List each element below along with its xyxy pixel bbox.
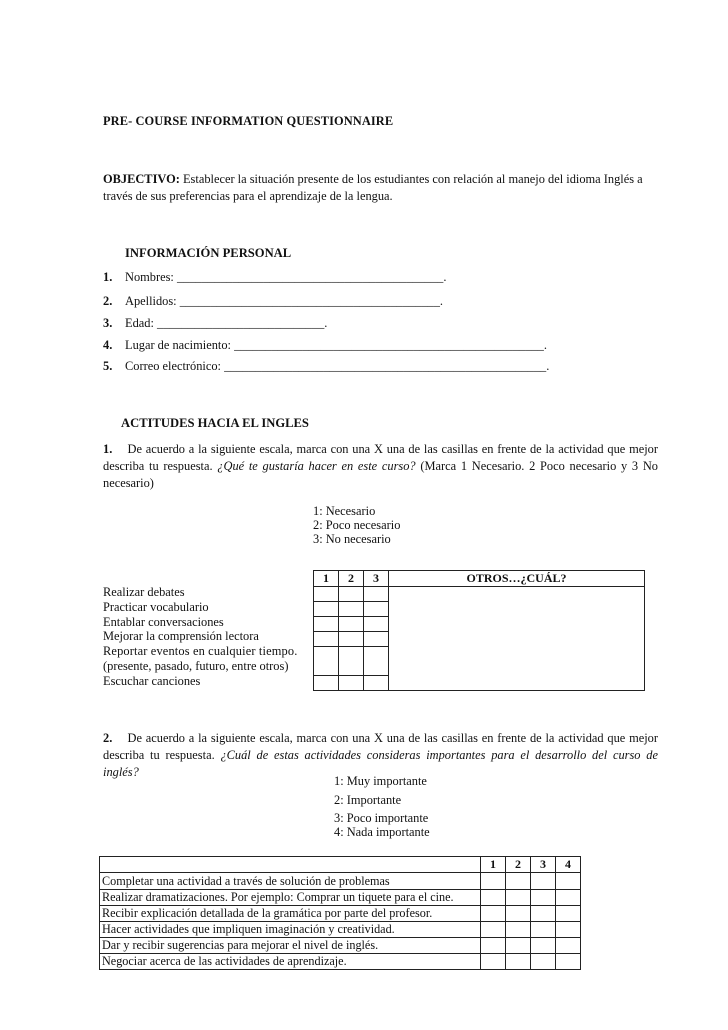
answer-cell[interactable] [531, 873, 556, 890]
others-answer-cell[interactable] [389, 587, 645, 691]
answer-cell[interactable] [364, 676, 389, 691]
answer-cell[interactable] [506, 873, 531, 890]
header-blank [100, 857, 481, 873]
activity-label: Entablar conversaciones [103, 614, 224, 629]
answer-cell[interactable] [481, 890, 506, 906]
personal-info-heading: INFORMACIÓN PERSONAL [125, 246, 292, 260]
activity-label: Realizar dramatizaciones. Por ejemplo: Comprar un tiquete para el cine. [100, 890, 481, 906]
answer-cell[interactable] [314, 602, 339, 617]
answer-cell[interactable] [339, 617, 364, 632]
activity-label: Practicar vocabulario [103, 599, 209, 614]
answer-cell[interactable] [339, 647, 364, 676]
col-header-3: 3 [531, 857, 556, 873]
answer-cell[interactable] [506, 954, 531, 970]
col-header-2: 2 [506, 857, 531, 873]
answer-cell[interactable] [481, 873, 506, 890]
answer-cell[interactable] [481, 954, 506, 970]
question-1-table [313, 570, 645, 691]
col-header-1: 1 [481, 857, 506, 873]
activity-label: Mejorar la comprensión lectora [103, 629, 259, 644]
answer-cell[interactable] [339, 587, 364, 602]
answer-cell[interactable] [364, 602, 389, 617]
answer-cell[interactable] [506, 906, 531, 922]
answer-cell[interactable] [531, 938, 556, 954]
answer-cell[interactable] [314, 676, 339, 691]
question-1-text: 1. De acuerdo a la siguiente escala, marca con una X una de las casillas en frente de la actividad que mejor describa tu respuesta. ¿Qué te gustaría hacer en este curso? (Marca 1 Necesario. 2 Poco necesario y 3 No necesario) [103, 442, 659, 490]
question-2-table [99, 856, 581, 970]
col-header-others: OTROS…¿CUÁL? [389, 571, 645, 587]
activity-label: Dar y recibir sugerencias para mejorar el nivel de inglés. [100, 938, 481, 954]
question-1-scale: 1: Necesario 2: Poco necesario 3: No necesario [313, 504, 401, 546]
answer-cell[interactable] [339, 676, 364, 691]
col-header-1: 1 [314, 571, 339, 587]
activity-label: Reportar eventos en cualquier tiempo. [103, 644, 298, 659]
answer-cell[interactable] [556, 873, 581, 890]
attitudes-heading: ACTITUDES HACIA EL INGLES [121, 416, 309, 430]
objective-text: Establecer la situación presente de los estudiantes con relación al manejo del idioma Inglés a través de sus preferencias para el aprendizaje de la lengua. [103, 172, 643, 203]
col-header-2: 2 [339, 571, 364, 587]
answer-cell[interactable] [531, 906, 556, 922]
col-header-3: 3 [364, 571, 389, 587]
answer-cell[interactable] [531, 922, 556, 938]
answer-cell[interactable] [556, 922, 581, 938]
answer-cell[interactable] [531, 890, 556, 906]
answer-cell[interactable] [339, 632, 364, 647]
question-1-activities [103, 585, 297, 689]
activity-label: Recibir explicación detallada de la gramática por parte del profesor. [100, 906, 481, 922]
activity-label: Hacer actividades que impliquen imaginación y creatividad. [100, 922, 481, 938]
activity-label: Completar una actividad a través de solución de problemas [100, 873, 481, 890]
answer-cell[interactable] [556, 938, 581, 954]
answer-cell[interactable] [314, 617, 339, 632]
objective-paragraph [103, 171, 663, 205]
answer-cell[interactable] [364, 617, 389, 632]
answer-cell[interactable] [481, 906, 506, 922]
question-2-scale: 1: Muy importante 2: Importante 3: Poco importante 4: Nada importante [334, 774, 430, 839]
page-title: PRE- COURSE INFORMATION QUESTIONNAIRE [103, 114, 394, 128]
answer-cell[interactable] [531, 954, 556, 970]
answer-cell[interactable] [364, 587, 389, 602]
answer-cell[interactable] [314, 632, 339, 647]
activity-label: Realizar debates [103, 585, 185, 599]
activity-label: Negociar acerca de las actividades de aprendizaje. [100, 954, 481, 970]
answer-cell[interactable] [481, 922, 506, 938]
answer-cell[interactable] [556, 954, 581, 970]
col-header-4: 4 [556, 857, 581, 873]
answer-cell[interactable] [506, 938, 531, 954]
objective-label: OBJECTIVO: [103, 172, 180, 186]
answer-cell[interactable] [556, 906, 581, 922]
answer-cell[interactable] [339, 602, 364, 617]
answer-cell[interactable] [556, 890, 581, 906]
answer-cell[interactable] [314, 587, 339, 602]
activity-label: (presente, pasado, futuro, entre otros) [103, 658, 289, 673]
answer-cell[interactable] [506, 890, 531, 906]
answer-cell[interactable] [506, 922, 531, 938]
answer-cell[interactable] [481, 938, 506, 954]
question-2-text: 2. De acuerdo a la siguiente escala, marca con una X una de las casillas en frente de la actividad que mejor describa tu respuesta. ¿Cuál de estas actividades consideras importantes para el desarrollo del curso de inglés? [103, 731, 659, 779]
answer-cell[interactable] [364, 632, 389, 647]
answer-cell[interactable] [314, 647, 339, 676]
activity-label: Escuchar canciones [103, 673, 201, 688]
answer-cell[interactable] [364, 647, 389, 676]
